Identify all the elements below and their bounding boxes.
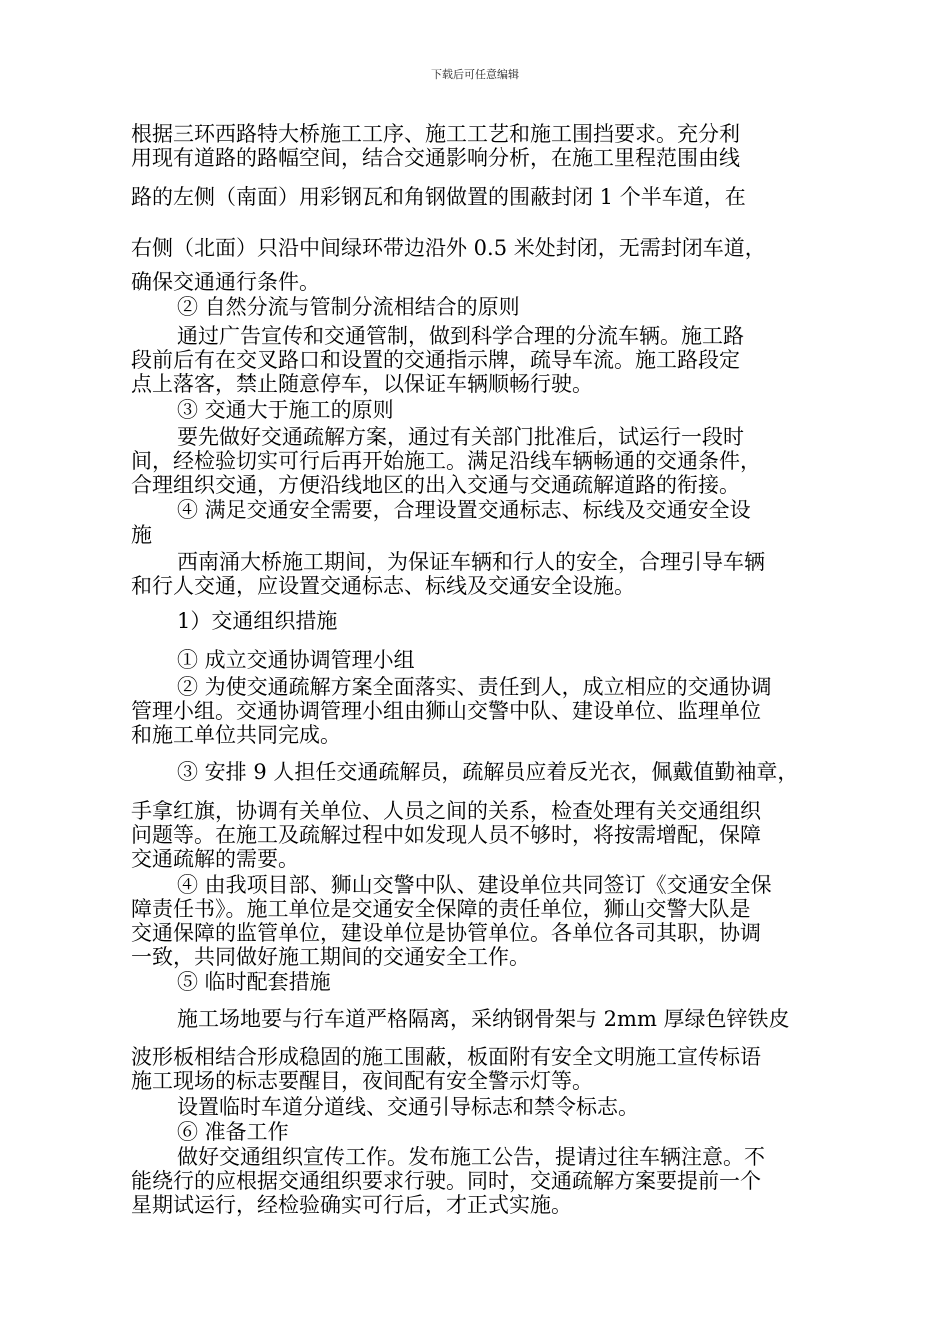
text-line: ④ 由我项目部、狮山交警中队、建设单位共同签订《交通安全保 — [177, 873, 772, 897]
text-line: 施工现场的标志要醒目，夜间配有安全警示灯等。 — [131, 1069, 593, 1093]
section-heading: ① 成立交通协调管理小组 — [177, 648, 415, 672]
section-heading: ⑤ 临时配套措施 — [177, 970, 331, 994]
section-heading: ④ 满足交通安全需要，合理设置交通标志、标线及交通安全设 — [177, 498, 751, 522]
text-line: 交通疏解的需要。 — [131, 847, 299, 871]
text-line: 做好交通组织宣传工作。发布施工公告，提请过往车辆注意。不 — [177, 1145, 765, 1169]
text-line: 和施工单位共同完成。 — [131, 723, 341, 747]
text-line: 设置临时车道分道线、交通引导标志和禁令标志。 — [177, 1095, 639, 1119]
text-line: 合理组织交通，方便沿线地区的出入交通与交通疏解道路的衔接。 — [131, 473, 740, 497]
text-line: 根据三环西路特大桥施工工序、施工工艺和施工围挡要求。充分利 — [131, 122, 740, 146]
text-line: 一致，共同做好施工期间的交通安全工作。 — [131, 945, 530, 969]
header-note: 下载后可任意编辑 — [431, 68, 519, 81]
text-line: 和行人交通，应设置交通标志、标线及交通安全设施。 — [131, 574, 635, 598]
section-heading: ② 自然分流与管制分流相结合的原则 — [177, 295, 520, 319]
text-line: 确保交通通行条件。 — [131, 270, 320, 294]
text-line: 路的左侧（南面）用彩钢瓦和角钢做置的围蔽封闭 1 个半车道，在 — [131, 185, 746, 209]
section-heading: ⑥ 准备工作 — [177, 1120, 289, 1144]
text-line: 间，经检验切实可行后再开始施工。满足沿线车辆畅通的交通条件， — [131, 449, 761, 473]
text-line: 点上落客，禁止随意停车，以保证车辆顺畅行驶。 — [131, 372, 593, 396]
text-line: 施工场地要与行车道严格隔离，采纳钢骨架与 2mm 厚绿色锌铁皮 — [177, 1007, 790, 1031]
section-heading: 1）交通组织措施 — [177, 609, 338, 633]
text-line: 问题等。在施工及疏解过程中如发现人员不够时，将按需增配，保障 — [131, 823, 761, 847]
text-line: 施 — [131, 523, 152, 547]
section-heading: ③ 交通大于施工的原则 — [177, 398, 394, 422]
text-line: ③ 安排 9 人担任交通疏解员，疏解员应着反光衣，佩戴值勤袖章， — [177, 760, 799, 784]
text-line: 管理小组。交通协调管理小组由狮山交警中队、建设单位、监理单位 — [131, 699, 761, 723]
text-line: 右侧（北面）只沿中间绿环带边沿外 0.5 米处封闭，无需封闭车道， — [131, 236, 766, 260]
text-line: 能绕行的应根据交通组织要求行驶。同时，交通疏解方案要提前一个 — [131, 1169, 761, 1193]
text-line: 通过广告宣传和交通管制，做到科学合理的分流车辆。施工路 — [177, 324, 744, 348]
text-line: 用现有道路的路幅空间，结合交通影响分析，在施工里程范围由线 — [131, 146, 740, 170]
text-line: 星期试运行，经检验确实可行后，才正式实施。 — [131, 1193, 572, 1217]
text-line: 要先做好交通疏解方案，通过有关部门批准后，试运行一段时 — [177, 425, 744, 449]
text-line: 手拿红旗，协调有关单位、人员之间的关系，检查处理有关交通组织 — [131, 799, 761, 823]
text-line: 段前后有在交叉路口和设置的交通指示牌，疏导车流。施工路段定 — [131, 348, 740, 372]
text-line: 波形板相结合形成稳固的施工围蔽，板面附有安全文明施工宣传标语 — [131, 1045, 761, 1069]
text-line: ② 为使交通疏解方案全面落实、责任到人，成立相应的交通协调 — [177, 675, 772, 699]
text-line: 障责任书》。施工单位是交通安全保障的责任单位，狮山交警大队是 — [131, 897, 751, 921]
text-line: 西南涌大桥施工期间，为保证车辆和行人的安全，合理引导车辆 — [177, 550, 765, 574]
text-line: 交通保障的监管单位，建设单位是协管单位。各单位各司其职，协调 — [131, 921, 761, 945]
